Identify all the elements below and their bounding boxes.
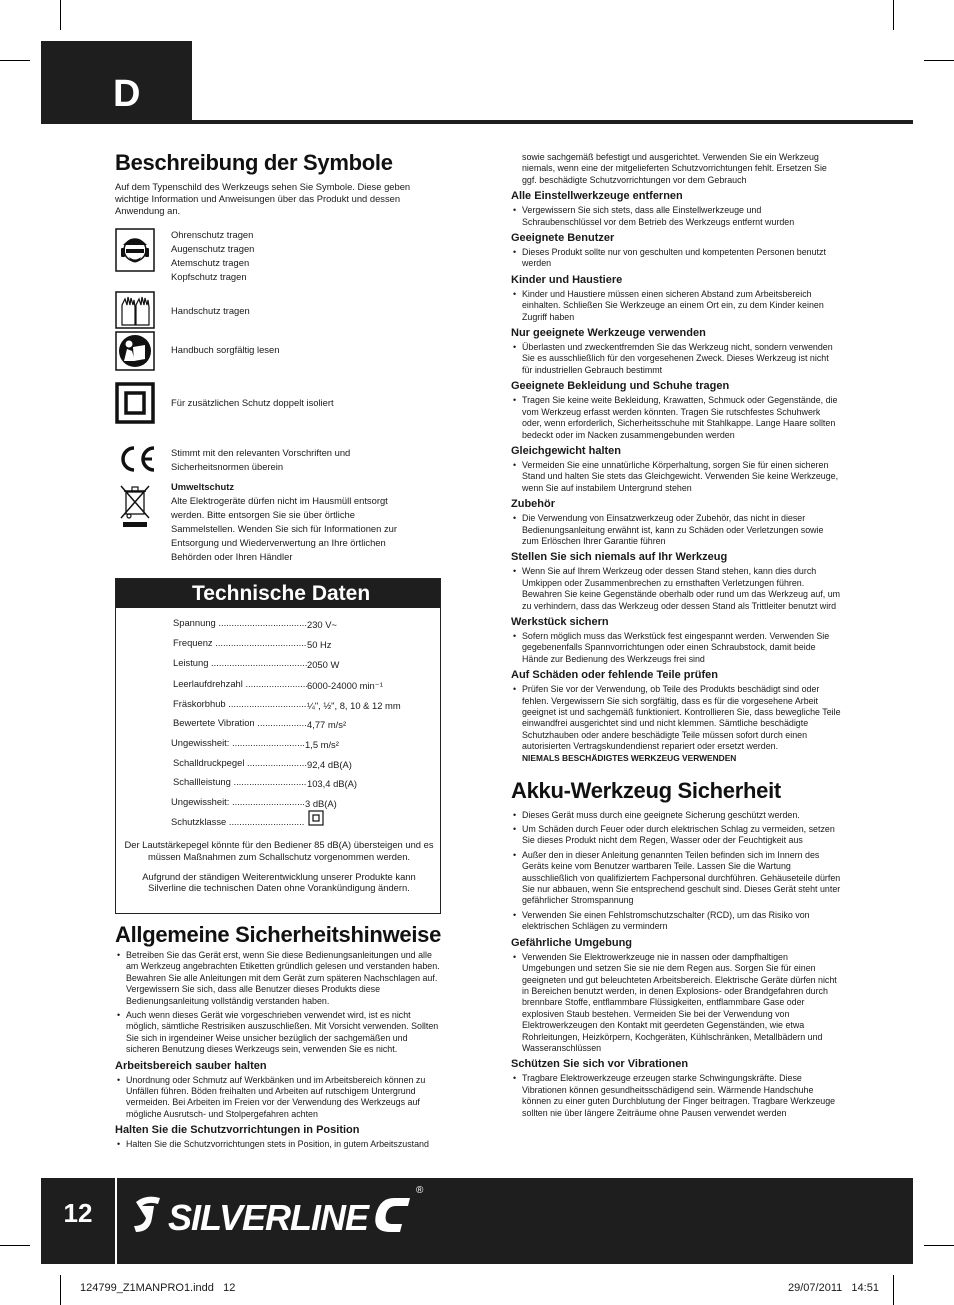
section-heading: Stellen Sie sich niemals auf Ihr Werkzeug <box>511 551 728 564</box>
spec-label: Ungewissheit: ..... <box>171 796 305 807</box>
bullet-item: • Verwenden Sie einen Fehlstromschutzschalter (RCD), um das Risiko von elektrischen Schlägen zu vermindern <box>511 910 841 933</box>
class-ii-icon <box>308 810 324 826</box>
bullet-item: • Dieses Gerät muss durch eine geeignete Sicherung geschützt werden. <box>511 810 841 821</box>
continuation-text: sowie sachgemäß befestigt und ausgerichtet. Verwenden Sie ein Werkzeug niemals, wenn eine der mitgelieferten Schutzvorrichtungen fehlt. Ersetzen Sie ggf. beschädigte Schutzvorrichtungen vor dem Gebrauch <box>522 152 827 185</box>
spec-row <box>173 776 357 789</box>
symbol-label: Ohrenschutz tragen <box>171 229 254 240</box>
bullet-list <box>511 810 841 933</box>
spec-row <box>173 637 332 650</box>
spec-label: Ungewissheit: ..... <box>171 737 305 748</box>
crop-mark <box>0 60 30 61</box>
symbols-intro: Auf dem Typenschild des Werkzeugs sehen Sie Symbole. Diese geben wichtige Information und Anweisungen über das Produkt und dessen Anwendung an. <box>115 181 411 217</box>
gloves-icon <box>115 291 155 329</box>
bullet-item: • Prüfen Sie vor der Verwendung, ob Teile des Produkts beschädigt sind oder fehlen. Vergewissern Sie sich sorgfältig, dass es für die vorgesehene Arbeit geeignet ist und sachgemäß funktioniert. Kontrollieren Sie, dass bewegliche Teile einwandfrei ausgerichtet sind und nicht klemmen. Sämtliche beschädigte Schutzhauben oder andere beschädigte Teile müssen sofort durch einen autorisierten Vertragskundendienst repariert oder ersetzt werden. <box>511 684 841 752</box>
symbol-row-weee <box>115 480 415 566</box>
bullet-list <box>511 342 841 376</box>
section-heading: Arbeitsbereich sauber halten <box>115 1059 267 1072</box>
symbol-label: Für zusätzlichen Schutz doppelt isoliert <box>171 397 334 408</box>
general-safety-title: Allgemeine Sicherheitshinweise <box>115 922 442 947</box>
spec-row <box>173 757 352 770</box>
double-insulated-icon <box>115 382 155 424</box>
spec-row <box>173 678 383 692</box>
crop-mark <box>60 0 61 30</box>
tech-note-changes: Aufgrund der ständigen Weiterentwicklung unserer Produkte kann Silverline die technischen Daten ohne Vorankündigung ändern. <box>142 871 416 893</box>
manual-icon <box>115 331 155 371</box>
spec-value: 4,77 m/s² <box>307 719 347 730</box>
section-heading: Alle Einstellwerkzeuge entfernen <box>511 190 683 203</box>
bullet-list <box>511 205 841 228</box>
bullet-item: • Auch wenn dieses Gerät wie vorgeschrieben verwendet wird, ist es nicht möglich, sämtliche Restrisiken auszuschließen. Mit Vorsicht verwenden. Sollten Sie sich in irgendeiner Weise unsicher bezüglich der sachgemäßen und sicheren Benutzung dieses Werkzeugs sein, verwenden Sie es nicht. <box>115 1010 441 1056</box>
bullet-item: • Halten Sie die Schutzvorrichtungen stets in Position, in gutem Arbeitszustand <box>115 1139 441 1150</box>
bullet-list <box>511 513 841 547</box>
language-code: D <box>113 73 141 115</box>
spec-label: Schallleistung ..... <box>173 776 307 787</box>
spec-value: ¼", ½", 8, 10 & 12 mm <box>307 700 401 711</box>
section-heading: Gefährliche Umgebung <box>511 936 633 949</box>
print-date: 29/07/2011 14:51 <box>788 1282 879 1294</box>
bullet-item: • Tragbare Elektrowerkzeuge erzeugen starke Schwingungskräfte. Diese Vibrationen können gesundheitsschädigend sein. Wärmende Handschuhe können zu einer guten Durchblutung der Finger beitragen. Tragbare Werkzeuge sollten nie über längere Zeiträume ohne Pausen verwendet werden <box>511 1073 841 1119</box>
section-heading: Zubehör <box>511 498 555 511</box>
bullet-list <box>511 566 841 612</box>
warning-bold-text: NIEMALS BESCHÄDIGTES WERKZEUG VERWENDEN <box>522 752 737 763</box>
symbol-row-double-insulated <box>115 382 415 424</box>
page-number: 12 <box>63 1198 93 1228</box>
spec-label: Leerlaufdrehzahl ..... <box>173 678 307 689</box>
spec-label: Schalldruckpegel ..... <box>173 757 307 768</box>
section-heading: Nur geeignete Werkzeuge verwenden <box>511 327 706 340</box>
section-heading: Werkstück sichern <box>511 615 609 628</box>
symbol-label: Augenschutz tragen <box>171 243 255 254</box>
section-heading: Auf Schäden oder fehlende Teile prüfen <box>511 669 718 682</box>
symbols-title: Beschreibung der Symbole <box>115 150 393 175</box>
spec-row <box>173 657 339 670</box>
spec-value: 1,5 m/s² <box>305 739 339 750</box>
footer-divider <box>115 1178 117 1264</box>
tech-data-header <box>116 579 440 608</box>
symbol-row-ppe <box>115 228 415 282</box>
spec-row <box>173 617 337 630</box>
spec-row <box>171 737 339 750</box>
tech-note-noise: Der Lautstärkepegel könnte für den Bediener 85 dB(A) übersteigen und es müssen Maßnahmen zum Schallschutz vorgenommen werden. <box>124 839 434 863</box>
header-rule <box>41 120 913 124</box>
crop-mark <box>893 1275 894 1305</box>
general-safety-body <box>115 950 441 1154</box>
bullet-list <box>511 395 841 441</box>
crop-mark <box>924 60 954 61</box>
bullet-item: • Die Verwendung von Einsatzwerkzeug oder Zubehör, das nicht in dieser Bedienungsanleitung erwähnt ist, kann zu Schäden oder Verletzungen sowie zum Erlöschen Ihrer Garantie führen <box>511 513 841 547</box>
bullet-item: • Vermeiden Sie eine unnatürliche Körperhaltung, sorgen Sie für einen sicheren Stand und halten Sie stets das Gleichgewicht. Verwenden Sie keine Werkzeuge, wenn Sie auf instabilem Untergrund stehen <box>511 460 841 494</box>
ce-mark-icon <box>115 444 157 474</box>
symbol-label: Atemschutz tragen <box>171 257 250 268</box>
spec-value: 103,4 dB(A) <box>307 778 358 789</box>
bullet-list <box>511 952 841 1055</box>
bullet-list <box>511 631 841 665</box>
spec-row <box>173 698 401 711</box>
bullet-item: • Dieses Produkt sollte nur von geschulten und kompetenten Personen benutzt werden <box>511 247 841 270</box>
bullet-list <box>115 1139 441 1150</box>
crop-mark <box>893 0 894 30</box>
bullet-item: • Tragen Sie keine weite Bekleidung, Krawatten, Schmuck oder Gegenstände, die vom Werkzeug erfasst werden könnten. Tragen Sie rutschfestes Schuhwerk oder, wenn erforderlich, Sicherheitsschuhe mit Stahlkappe. Lange Haare sollten bedeckt oder im Nacken zusammengebunden werden <box>511 395 841 441</box>
bullet-item: • Um Schäden durch Feuer oder durch elektrischen Schlag zu vermeiden, setzen Sie dieses Produkt nicht dem Regen, Wasser oder der Feuchtigkeit aus <box>511 824 841 847</box>
spec-label: Schutzklasse ..... <box>171 816 305 827</box>
bullet-item: • Verwenden Sie Elektrowerkzeuge nie in nassen oder dampfhaltigen Umgebungen und setzen Sie sie nie dem Regen aus. Sorgen Sie für einen geeigneten und gut beleuchteten Arbeitsbereich. Elektrische Geräte dürfen nicht in Bereichen benutzt werden, in denen Explosions- oder Brandgefahren durch brennbare Stoffe, entflammbare Flüssigkeiten, entflammbare Gase oder explosiven Staub bestehen. Vermeiden Sie bei der Verwendung von Elektrowerkzeugen den Kontakt mit geerdeten Gegenständen, wie etwa Rohrleitungen, Heizkörpern, Kochgeräten, Kühlschränken, Metallbädern und Wasseranschlüssen <box>511 952 841 1055</box>
symbol-label: Handschutz tragen <box>171 305 250 316</box>
bullet-list <box>511 460 841 494</box>
spec-row <box>171 816 305 829</box>
bullet-item: • Sofern möglich muss das Werkstück fest eingespannt werden. Verwenden Sie gegebenenfalls Spannvorrichtungen oder einen Schraubstock, damit beide Hände zur Bedienung des Werkzeugs frei sind <box>511 631 841 665</box>
symbol-row-manual <box>115 331 415 371</box>
spec-label: Leistung ..... <box>173 657 307 668</box>
bullet-item: • Unordnung oder Schmutz auf Werkbänken und im Arbeitsbereich können zu Unfällen führen. Böden freihalten und Arbeiten auf rutschigem Untergrund vermeiden. Bei Arbeiten im Freien vor der Verwendung des Werkzeugs auf mögliche Ausrutsch- und Stolpergefahren achten <box>115 1075 441 1121</box>
weee-text: Alte Elektrogeräte dürfen nicht im Hausmüll entsorgt werden. Bitte entsorgen Sie sie über örtliche Sammelstellen. Wenden Sie sich für Informationen zur Entsorgung und Wiederverwertung an Ihre örtlichen Behörden oder Ihren Händler <box>171 495 397 562</box>
spec-label: Fräskorbhub ..... <box>173 698 307 709</box>
spec-row <box>173 717 346 730</box>
symbol-row-ce <box>115 444 415 476</box>
symbol-label: Kopfschutz tragen <box>171 271 247 282</box>
weee-bin-icon <box>115 482 155 528</box>
symbol-label: Stimmt mit den relevanten Vorschriften und <box>171 447 351 458</box>
tech-data-title: Technische Daten <box>192 582 371 605</box>
crop-mark <box>0 1245 30 1246</box>
section-heading: Geeignete Bekleidung und Schuhe tragen <box>511 380 730 393</box>
spec-value: 230 V~ <box>307 619 337 630</box>
symbol-label: Handbuch sorgfältig lesen <box>171 344 280 355</box>
bullet-item: • Vergewissern Sie sich stets, dass alle Einstellwerkzeuge und Schraubenschlüssel vor dem Betrieb des Werkzeugs entfernt wurden <box>511 205 841 228</box>
bullet-list <box>511 289 841 323</box>
spec-label: Frequenz ..... <box>173 637 307 648</box>
bullet-list <box>511 1073 841 1119</box>
spec-value: 3 dB(A) <box>305 798 337 809</box>
spec-value: 6000-24000 min⁻¹ <box>307 680 383 691</box>
ppe-head-icon <box>115 228 155 272</box>
spec-value: 50 Hz <box>307 639 332 650</box>
bullet-item: • Kinder und Haustiere müssen einen sicheren Abstand zum Arbeitsbereich einhalten. Schließen Sie Werkzeuge an einem Ort ein, zu dem Kinder keinen Zugriff haben <box>511 289 841 323</box>
spec-label: Bewertete Vibration ..... <box>173 717 307 728</box>
bullet-list <box>511 247 841 270</box>
file-info: 124799_Z1MANPRO1.indd 12 <box>80 1282 236 1294</box>
spec-value: 2050 W <box>307 659 340 670</box>
section-heading: Schützen Sie sich vor Vibrationen <box>511 1058 689 1071</box>
symbol-label: Sicherheitsnormen überein <box>171 461 284 472</box>
bullet-item: • Betreiben Sie das Gerät erst, wenn Sie diese Bedienungsanleitungen und alle am Werkzeug angebrachten Etiketten gründlich gelesen und verstanden haben. Bewahren Sie alle Anleitungen mit dem Gerät zum späteren Nachschlagen auf. Vergewissern Sie sich, dass alle Benutzer dieses Produkts diese Bedienungsanleitung vollständig verstanden haben. <box>115 950 441 1007</box>
brand-text: SILVERLINE <box>168 1197 369 1238</box>
section-heading: Kinder und Haustiere <box>511 273 623 286</box>
spec-row <box>171 796 337 809</box>
bullet-list <box>115 1075 441 1121</box>
spec-label: Spannung ..... <box>173 617 307 628</box>
spec-value: 92,4 dB(A) <box>307 759 352 770</box>
symbol-row-gloves <box>115 291 415 329</box>
crop-mark <box>60 1275 61 1305</box>
language-tab <box>41 41 192 124</box>
registered-mark: ® <box>416 1185 424 1196</box>
section-heading: Halten Sie die Schutzvorrichtungen in Position <box>115 1124 360 1137</box>
section-heading: Geeignete Benutzer <box>511 232 615 245</box>
right-column <box>511 152 841 1122</box>
bullet-item: • Überlasten und zweckentfremden Sie das Werkzeug nicht, sondern verwenden Sie es ausschließlich für den vorgesehenen Zweck. Dieses Werkzeug ist nicht für industriellen Gebrauch bestimmt <box>511 342 841 376</box>
bullet-list <box>115 950 441 1056</box>
bullet-item: • Wenn Sie auf Ihrem Werkzeug oder dessen Stand stehen, kann dies durch Umkippen oder Zusammenbrechen zu ernsthaften Verletzungen führen. Bewahren Sie keine Gegenstände oberhalb oder rund um das Werkzeug auf, um zu verhindern, dass das Werkzeug oder dessen Stand als Trittleiter benutzt wird <box>511 566 841 612</box>
akku-safety-title: Akku-Werkzeug Sicherheit <box>511 777 781 803</box>
weee-title: Umweltschutz <box>171 481 235 492</box>
bullet-item: • Außer den in dieser Anleitung genannten Teilen befinden sich im Innern des Geräts keine vom Benutzer wartbaren Teile. Lassen Sie die Wartung ausschließlich von qualifiziertem Fachpersonal durchführen. Gehäuseteile dürfen Sie nur abbauen, wenn Sie entsprechend geschult sind. Dieses Gerät steht unter gefährlicher Stromspannung <box>511 850 841 907</box>
bullet-list <box>511 684 841 752</box>
crop-mark <box>924 1245 954 1246</box>
section-heading: Gleichgewicht halten <box>511 444 622 457</box>
silverline-logo <box>132 1192 432 1240</box>
